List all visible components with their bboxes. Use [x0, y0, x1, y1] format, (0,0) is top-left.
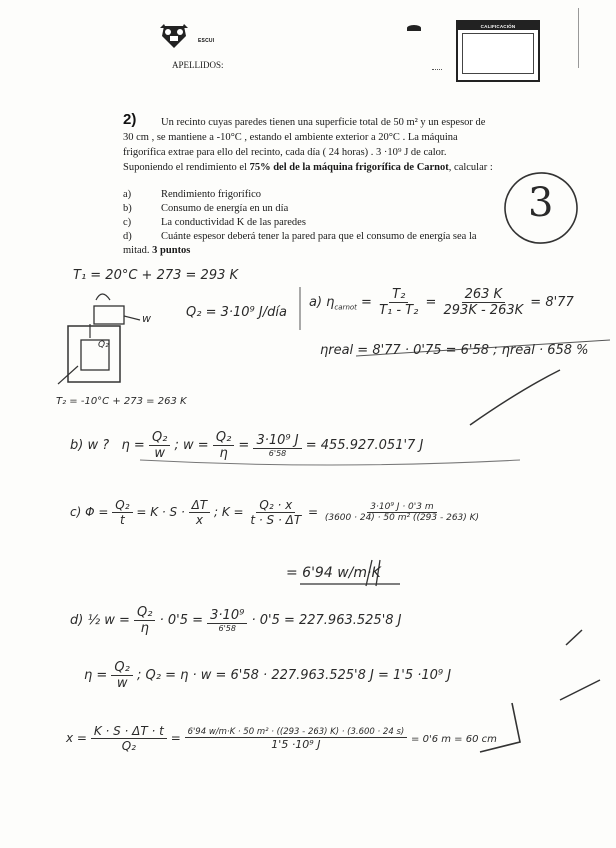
- a-sub: carnot: [334, 303, 357, 312]
- frac-num: 3·10⁹: [207, 608, 247, 624]
- part-b-work: b) w ? η = $\frac{\text{Q₂}}{w}$ ; w = $\frac{\text{Q₂}}{\eta}$ = $\frac{\text{3·10⁹ J}}{6'58}$ = 455.927.051'7 J: [70, 430, 424, 461]
- frac-den: η: [219, 446, 228, 461]
- question-text: Consumo de energía en un día: [161, 203, 289, 214]
- part-a-work: a) $\eta_{carnot}$ = $\frac{\text{T₂}}{\text{T₁ - T₂}}$ = $\frac{263 K}{293K - 263K}$ = 8'77: [309, 287, 574, 318]
- d-frac-2: [207, 608, 247, 633]
- e-lhs: η =: [84, 668, 108, 683]
- c-mid: = K · S ·: [136, 505, 189, 519]
- x-frac-1: [91, 724, 167, 753]
- frac-den: t · S · ΔT: [250, 513, 302, 527]
- frac-num: 3·10⁹ J · 0'3 m: [367, 502, 436, 513]
- d-frac-1: [134, 605, 155, 636]
- frac-num: ΔT: [189, 498, 211, 513]
- question-text: Cuánte espesor deberá tener la pared para que el consumo de energía sea la: [161, 231, 477, 242]
- problem-line-2: 30 cm , se mantiene a -10°C , estando el ambiente exterior a 20°C . La máquina: [123, 132, 458, 143]
- frac-den: w: [116, 676, 128, 691]
- d-result: · 0'5 = 227.963.525'8 J: [251, 613, 402, 628]
- frac-den: Q₂: [121, 739, 136, 753]
- c-lhs: c) Φ =: [70, 505, 109, 519]
- e-result: ; Q₂ = η · w = 6'58 · 227.963.525'8 J = 1'5 ·10⁹ J: [137, 668, 452, 683]
- x-lhs: x =: [66, 731, 87, 745]
- question-text: La conductividad K de las paredes: [161, 217, 306, 228]
- c-frac-4: [322, 502, 482, 523]
- a-frac-1: [376, 287, 421, 318]
- frac-den: t: [120, 513, 125, 527]
- school-label: ESCUI: [198, 38, 215, 44]
- question-text: Rendimiento frigorífico: [161, 189, 262, 200]
- b-frac-3: [253, 433, 301, 458]
- frac-den: w: [154, 446, 165, 461]
- line4-part-d: Carnot: [416, 162, 449, 173]
- t2-equation: T₂ = -10°C + 273 = 263 K: [56, 396, 187, 407]
- diagram-w-label: w: [142, 312, 151, 325]
- question-letter: c): [123, 217, 132, 228]
- a-frac-2: [441, 287, 527, 318]
- frac-num: Q₂: [112, 498, 132, 513]
- part-d-work: [70, 605, 402, 636]
- q2-given: Q₂ = 3·10⁹ J/día: [186, 305, 287, 320]
- frac-num: Q₂: [134, 605, 155, 621]
- question-letter: a): [123, 189, 132, 200]
- b-frac-2: [213, 430, 234, 461]
- c-frac-3: [247, 498, 304, 527]
- problem-line-3: frigorífica extrae para ello del recinto, cada día ( 24 horas) . 3 ·10⁹ J de calor.: [123, 147, 447, 158]
- question-letter: d): [123, 231, 132, 242]
- d-lhs: d) ½ w =: [70, 613, 130, 628]
- part-e-work: [84, 660, 451, 691]
- b-eq: η =: [121, 438, 145, 453]
- frac-den: η: [140, 621, 149, 636]
- frac-num: 3·10⁹ J: [253, 433, 301, 449]
- frac-num: Q₂: [213, 430, 234, 446]
- frac-den: 293K - 263K: [443, 303, 524, 318]
- e-frac: [111, 660, 132, 691]
- problem-number: 2): [123, 111, 137, 128]
- frac-den: (3600 · 24) · 50 m² ((293 - 263) K): [324, 513, 480, 523]
- b-frac-1: [149, 430, 170, 461]
- line4-part-e: , calcular :: [448, 162, 493, 173]
- frac-num: 263 K: [462, 287, 505, 303]
- c-frac-2: [189, 498, 211, 527]
- points-label: 3 puntos: [152, 245, 191, 256]
- frac-num: 6'94 w/m·K · 50 m² · ((293 - 263) K) · (3.600 · 24 s): [185, 727, 408, 738]
- c-k: ; K =: [213, 505, 244, 519]
- score-value: 3: [528, 180, 554, 226]
- part-c-work: c) Φ = $\frac{\text{Q₂}}{t}$ = K · S · $\frac{\Delta T}{x}$ ; K = $\frac{\text{Q₂ · x}}{t \cdot S \cdot \Delta T}$ = $\frac{\text{3·10⁹ J · 0'3 m}}{\text{(3600 · 24) · 50 m² ((293 - 263) K)}}$: [70, 498, 482, 527]
- frac-den: 6'58: [218, 624, 236, 633]
- b-lhs: b) w ?: [70, 438, 110, 453]
- frac-num: Q₂: [149, 430, 170, 446]
- part-x-work: x = $\frac{K \cdot S \cdot \Delta T \cdot t}{\text{Q₂}}$ = $\frac{\text{6'94 w/m·K · 50 m² · ((293 - 263) K) · (3.600 · 24 s)}}{\text{1'5 ·10⁹ J}}$ = 0'6 m = 60 cm: [66, 724, 497, 753]
- frac-den: x: [195, 513, 203, 527]
- frac-den: 1'5 ·10⁹ J: [271, 737, 321, 751]
- c-result: = 6'94 w/m·K: [286, 565, 381, 581]
- b-eq2: ; w =: [174, 438, 209, 453]
- question-letter: b): [123, 203, 132, 214]
- surnames-label: APELLIDOS:: [172, 60, 224, 70]
- line4-part-a: Suponiendo el rendimiento el: [123, 162, 250, 173]
- diagram-q2-label: Q₂: [98, 340, 109, 350]
- c-frac-1: [112, 498, 132, 527]
- line4-part-c: de la máquina frigorífica de: [286, 162, 417, 173]
- d-mid: · 0'5 =: [159, 613, 203, 628]
- frac-num: Q₂ · x: [256, 498, 295, 513]
- grade-title: CALIFICACIÓN: [480, 23, 516, 29]
- frac-den: T₁ - T₂: [379, 303, 419, 318]
- a-result: 8'77: [545, 295, 574, 310]
- frac-num: K · S · ΔT · t: [91, 724, 167, 739]
- frac-num: T₂: [389, 287, 408, 303]
- t1-equation: T₁ = 20°C + 273 = 293 K: [73, 268, 239, 283]
- x-result: = 0'6 m = 60 cm: [411, 734, 497, 745]
- line4-part-b: 75% del: [249, 162, 287, 173]
- problem-line-1: Un recinto cuyas paredes tienen una superficie total de 50 m² y un espesor de: [161, 117, 486, 128]
- b-result: = 455.927.051'7 J: [305, 438, 424, 453]
- a-lhs: a) η: [309, 295, 335, 310]
- frac-num: Q₂: [111, 660, 132, 676]
- frac-den: 6'58: [268, 449, 287, 458]
- x-frac-2: [185, 727, 408, 751]
- tail-text: mitad.: [123, 245, 153, 256]
- a-real: ηreal = 8'77 · 0'75 = 6'58 ; ηreal · 658 %: [320, 343, 589, 358]
